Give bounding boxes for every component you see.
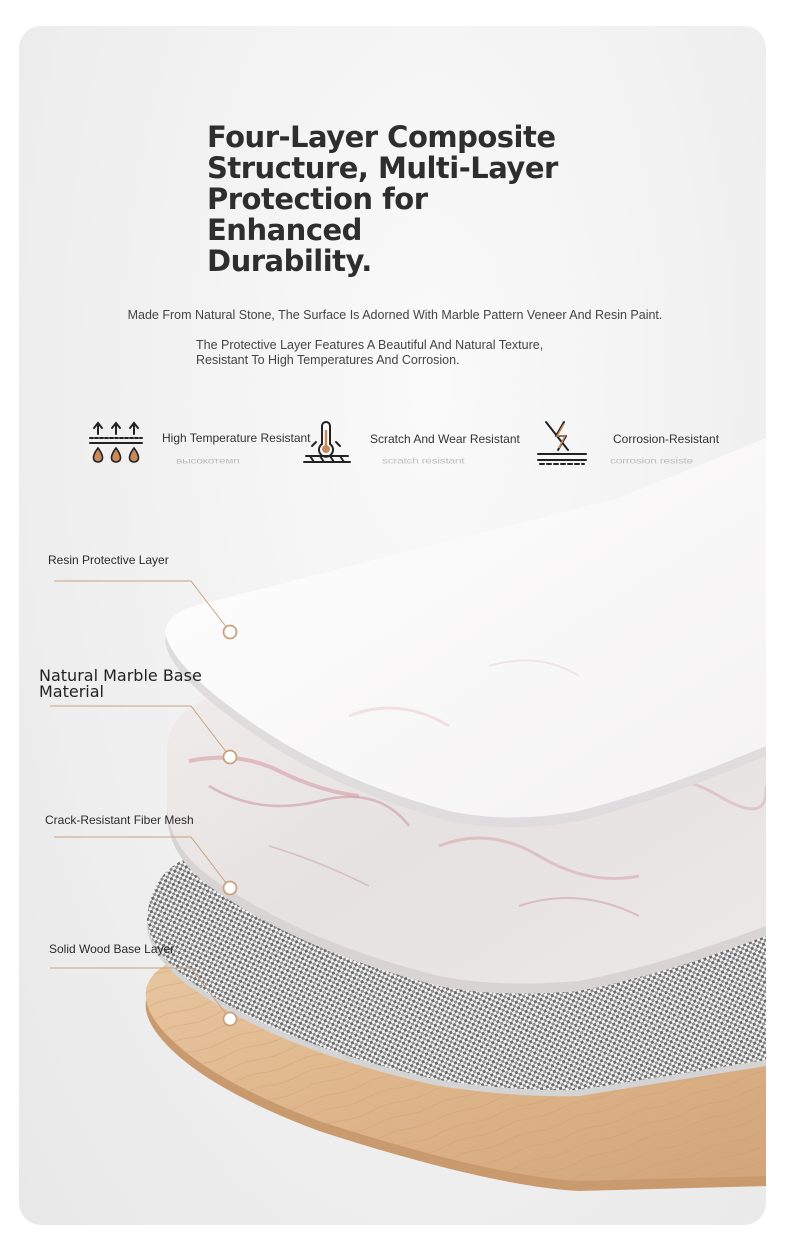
label-wood-layer: Solid Wood Base Layer xyxy=(49,942,175,956)
heat-drops-icon xyxy=(88,420,144,466)
title-line-3: Protection for Enhanced xyxy=(207,182,428,247)
description-block xyxy=(196,338,543,368)
feature-scratch-label: Scratch And Wear Resistant xyxy=(370,432,520,446)
feature-corrosion-sub: corrosion resiste xyxy=(610,456,693,466)
label-marble-line1: Natural Marble Base xyxy=(39,666,202,685)
feature-corrosion-label: Corrosion-Resistant xyxy=(613,432,720,446)
callout-dot-marble xyxy=(224,751,237,764)
feature-high-temp-label: High Temperature Resistant xyxy=(162,431,311,445)
description-line-1: Made From Natural Stone, The Surface Is Adorned With Marble Pattern Veneer And Resin Paint. xyxy=(127,308,663,322)
label-marble-layer xyxy=(39,668,202,700)
label-marble-line2: Material xyxy=(39,682,104,701)
callout-dot-wood xyxy=(224,1013,237,1026)
feature-scratch-sub: scratch resistant xyxy=(382,456,465,466)
thermometer-layer-icon xyxy=(302,418,352,468)
label-resin-layer: Resin Protective Layer xyxy=(48,553,169,567)
lightning-layer-icon xyxy=(536,418,588,468)
description-line-2a: The Protective Layer Features A Beautiful And Natural Texture, xyxy=(196,338,544,352)
page-title xyxy=(207,122,587,277)
callout-dot-resin xyxy=(224,626,237,639)
label-mesh-layer: Crack-Resistant Fiber Mesh xyxy=(45,813,194,827)
title-line-4: Durability. xyxy=(207,244,372,278)
title-line-1: Four-Layer Composite xyxy=(207,120,556,154)
description-line-2b: Resistant To High Temperatures And Corrosion. xyxy=(196,353,460,367)
title-line-2: Structure, Multi-Layer xyxy=(207,151,558,185)
feature-high-temp-sub: высокотемп xyxy=(176,456,240,466)
callout-dot-mesh xyxy=(224,882,237,895)
